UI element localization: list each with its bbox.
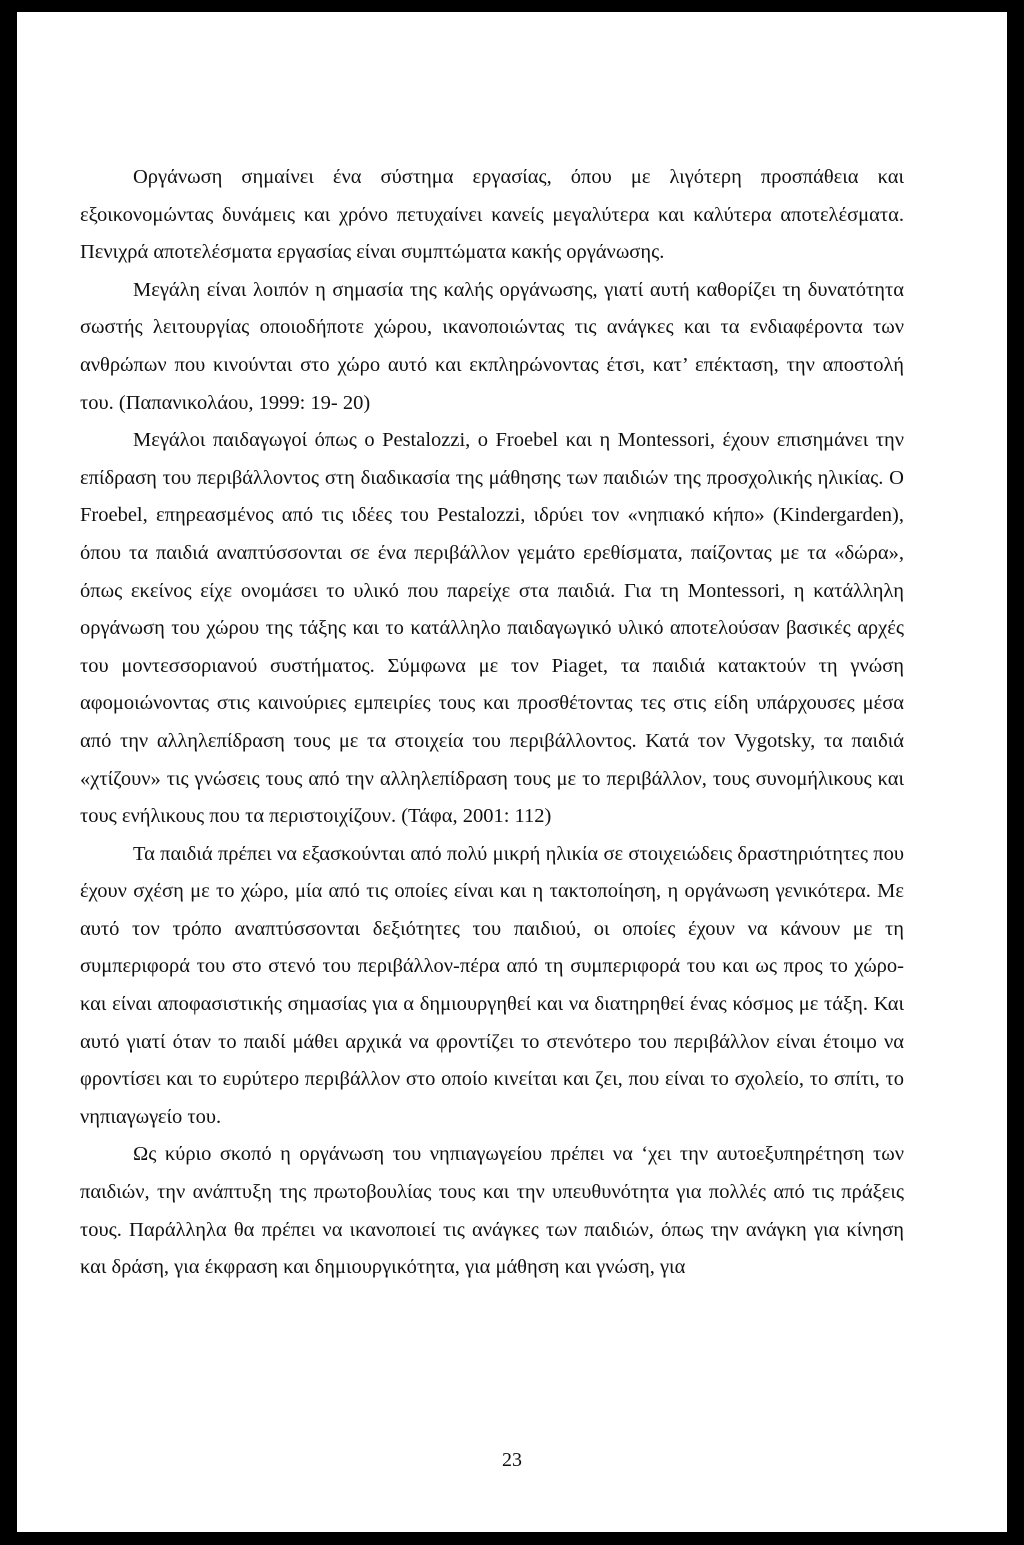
document-page <box>17 12 1007 1532</box>
paragraph-1: Οργάνωση σημαίνει ένα σύστημα εργασίας, όπου με λιγότερη προσπάθεια και εξοικονομώντας δυνάμεις και χρόνο πετυχαίνει κανείς μεγαλύτερα και καλύτερα αποτελέσματα. Πενιχρά αποτελέσματα εργασίας είναι συμπτώματα κακής οργάνωσης. <box>80 166 904 264</box>
paragraph-4: Τα παιδιά πρέπει να εξασκούνται από πολύ μικρή ηλικία σε στοιχειώδεις δραστηριότητες που έχουν σχέση με το χώρο, μία από τις οποίες είναι και η τακτοποίηση, η οργάνωση γενικότερα. Με αυτό τον τρόπο αναπτύσσονται δεξιότητες του παιδιού, οι οποίες έχουν να κάνουν με τη συμπεριφορά του στο στενό του περιβάλλον-πέρα από τη συμπεριφορά του και ως προς το χώρο- και είναι αποφασιστικής σημασίας για α δημιουργηθεί και να διατηρηθεί ένας κόσμος με τάξη. Και αυτό γιατί όταν το παιδί μάθει αρχικά να φροντίζει το στενότερο του περιβάλλον είναι έτοιμο να φροντίσει και το ευρύτερο περιβάλλον στο οποίο κινείται και ζει, που είναι το σχολείο, το σπίτι, το νηπιαγωγείο του. <box>80 842 904 1128</box>
paragraph-5: Ως κύριο σκοπό η οργάνωση του νηπιαγωγείου πρέπει να ‘χει την αυτοεξυπηρέτηση των παιδιών, την ανάπτυξη της πρωτοβουλίας τους και την υπευθυνότητα για πολλές από τις πράξεις τους. Παράλληλα θα πρέπει να ικανοποιεί τις ανάγκες των παιδιών, όπως την ανάγκη για κίνηση και δράση, για έκφραση και δημιουργικότητα, για μάθηση και γνώση, για <box>80 1143 904 1279</box>
body-text <box>80 159 904 1287</box>
paragraph-2: Μεγάλη είναι λοιπόν η σημασία της καλής οργάνωσης, γιατί αυτή καθορίζει τη δυνατότητα σωστής λειτουργίας οποιοδήποτε χώρου, ικανοποιώντας τις ανάγκες και τα ενδιαφέροντα των ανθρώπων που κινούνται στο χώρο αυτό και εκπληρώνοντας έτσι, κατ’ επέκταση, την αποστολή του. (Παπανικολάου, 1999: 19- 20) <box>80 278 904 414</box>
page-number: 23 <box>502 1449 522 1471</box>
paragraph-3: Μεγάλοι παιδαγωγοί όπως ο Pestalozzi, ο Froebel και η Montessori, έχουν επισημάνει την επίδραση του περιβάλλοντος στη διαδικασία της μάθησης των παιδιών της προσχολικής ηλικίας. Ο Froebel, επηρεασμένος από τις ιδέες του Pestalozzi, ιδρύει τον «νηπιακό κήπο» (Kindergarden), όπου τα παιδιά αναπτύσσονται σε ένα περιβάλλον γεμάτο ερεθίσματα, παίζοντας με τα «δώρα», όπως εκείνος είχε ονομάσει το υλικό που παρείχε στα παιδιά. Για τη Montessori, η κατάλληλη οργάνωση του χώρου της τάξης και το κατάλληλο παιδαγωγικό υλικό αποτελούσαν βασικές αρχές του μοντεσσοριανού συστήματος. Σύμφωνα με τον Piaget, τα παιδιά κατακτούν τη γνώση αφομοιώνοντας στις καινούριες εμπειρίες τους και προσθέτοντας τες στις είδη υπάρχουσες μέσα από την αλληλεπίδραση τους με τα στοιχεία του περιβάλλοντος. Κατά τον Vygotsky, τα παιδιά «χτίζουν» τις γνώσεις τους από την αλληλεπίδραση τους με το περιβάλλον, τους συνομήλικους και τους ενήλικους που τα περιστοιχίζουν. (Τάφα, 2001: 112) <box>80 429 904 828</box>
